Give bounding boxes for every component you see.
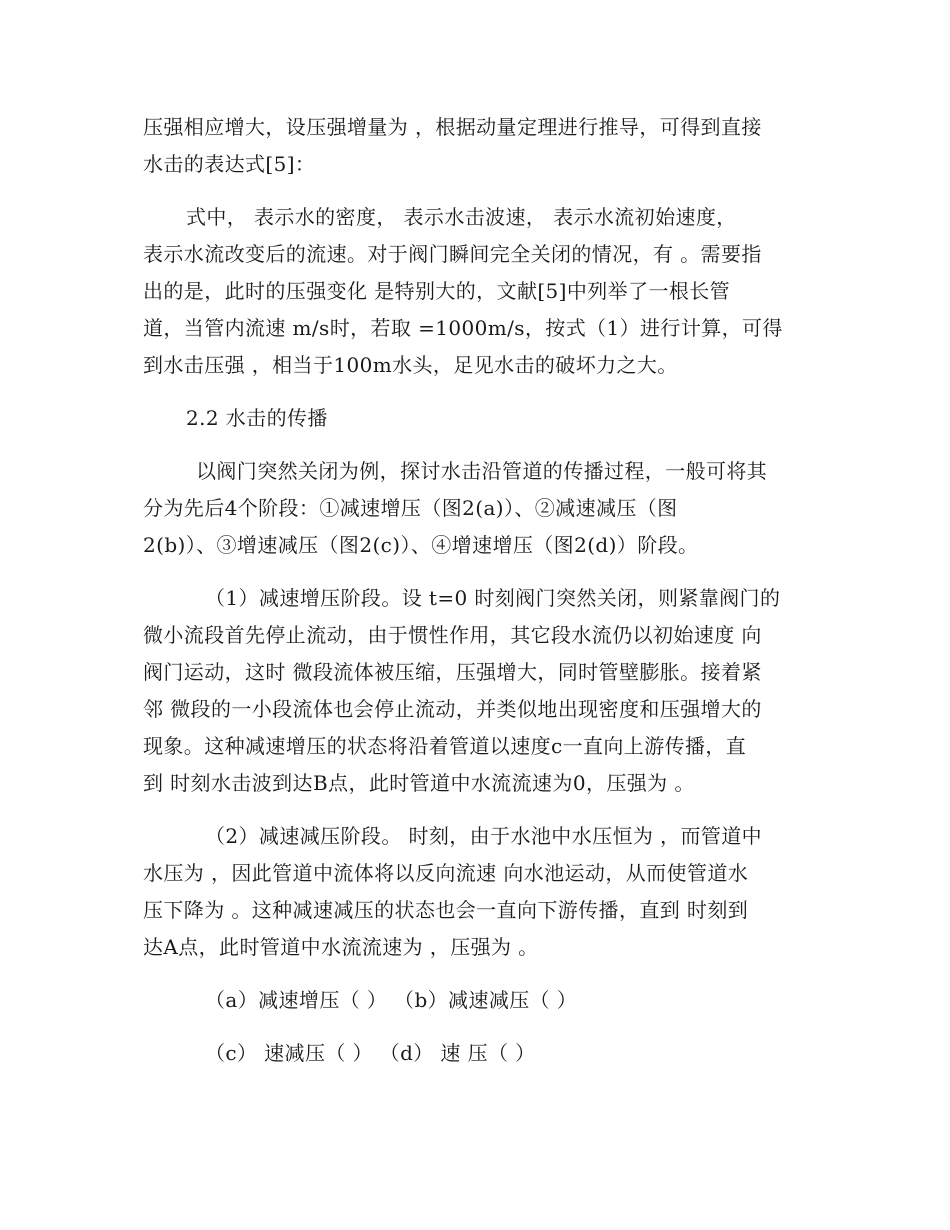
paragraph-line: 压下降为 。这种减速减压的状态也会一直向下游传播，直到 时刻到 (143, 898, 749, 922)
paragraph-line: 道，当管内流速 m/s时，若取 =1000m/s，按式（1）进行计算，可得 (143, 316, 783, 340)
paragraph-line: 2(b)）、③增速减压（图2(c)）、④增速增压（图2(d)）阶段。 (143, 533, 699, 557)
paragraph-line: 式中， 表示水的密度， 表示水击波速， 表示水流初始速度， (186, 205, 737, 229)
paragraph-line: 出的是，此时的压强变化 是特别大的，文献[5]中列举了一根长管 (143, 279, 731, 303)
paragraph-line: 到水击压强 ，相当于100m水头，足见水击的破坏力之大。 (143, 353, 678, 377)
paragraph-line: 表示水流改变后的流速。对于阀门瞬间完全关闭的情况，有 。需要指 (143, 242, 762, 266)
figure-caption: （c） 速减压（ ） （d） 速 压（ ） (205, 1041, 536, 1065)
paragraph-line: 水击的表达式[5]： (143, 152, 316, 176)
paragraph-line: 现象。这种减速增压的状态将沿着管道以速度c一直向上游传播，直 (143, 734, 747, 758)
paragraph-line: 压强相应增大，设压强增量为 ，根据动量定理进行推导，可得到直接 (143, 115, 762, 139)
paragraph-line: 以阀门突然关闭为例，探讨水击沿管道的传播过程，一般可将其 (196, 459, 768, 483)
paragraph-line: （1）减速增压阶段。设 t=0 时刻阀门突然关闭，则紧靠阀门的 (205, 586, 781, 610)
paragraph-line: 分为先后4个阶段：①减速增压（图2(a)）、②减速减压（图 (143, 496, 678, 520)
paragraph-line: 水压为 ，因此管道中流体将以反向流速 向水池运动，从而使管道水 (143, 861, 749, 885)
paragraph-line: 邻 微段的一小段流体也会停止流动，并类似地出现密度和压强增大的 (143, 697, 762, 721)
section-heading: 2.2 水击的传播 (186, 406, 328, 430)
paragraph-line: 微小流段首先停止流动，由于惯性作用，其它段水流仍以初始速度 向 (143, 623, 762, 647)
paragraph-line: 到 时刻水击波到达B点，此时管道中水流流速为0，压强为 。 (143, 771, 695, 795)
paragraph-line: 阀门运动，这时 微段流体被压缩，压强增大，同时管壁膨胀。接着紧 (143, 660, 762, 684)
paragraph-line: （2）减速减压阶段。 时刻，由于水池中水压恒为 ，而管道中 (205, 824, 763, 848)
figure-caption: （a）减速增压（ ） （b）减速减压（ ） (205, 988, 578, 1012)
paragraph-line: 达A点，此时管道中水流流速为 ，压强为 。 (143, 935, 539, 959)
